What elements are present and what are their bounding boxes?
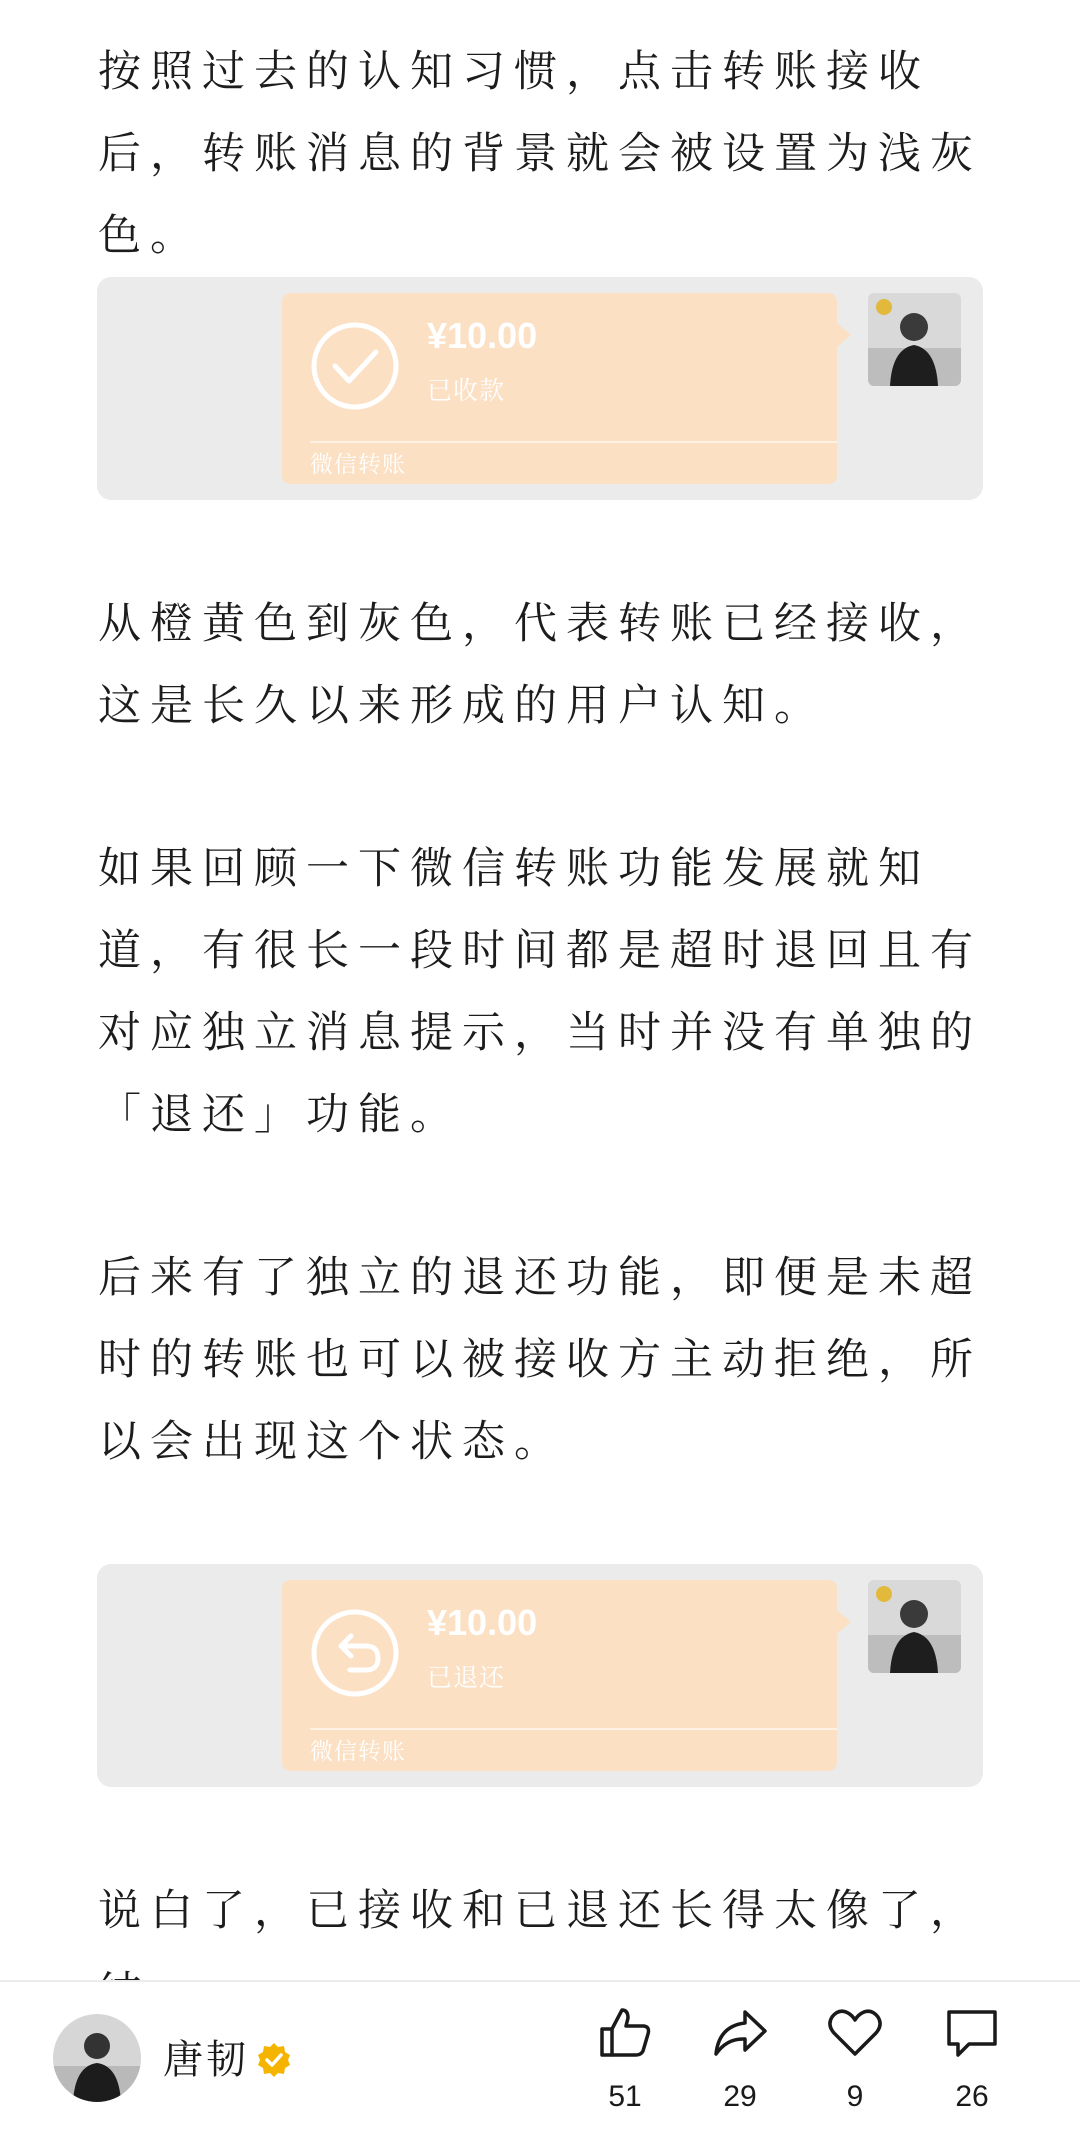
transfer-amount: ¥10.00: [427, 315, 538, 356]
like-button[interactable]: [575, 2004, 675, 2124]
avatar: [868, 1580, 961, 1673]
transfer-status: 已退还: [427, 1663, 506, 1692]
share-icon: [711, 2004, 769, 2062]
thumbs-up-icon: [596, 2004, 654, 2062]
article-paragraph: 后来有了独立的退还功能，即便是未超时的转账也可以被接收方主动拒绝，所以会出现这个状态。: [98, 1253, 982, 1467]
share-button[interactable]: [690, 2004, 790, 2124]
transfer-bubble: [282, 293, 837, 484]
transfer-brand: 微信转账: [310, 1739, 406, 1765]
comment-icon: [943, 2004, 1001, 2062]
comment-count: 26: [955, 2080, 989, 2113]
transfer-returned-screenshot: [97, 1564, 983, 1787]
return-arrow-icon: [310, 1608, 400, 1698]
article-paragraph: 如果回顾一下微信转账功能发展就知道，有很长一段时间都是超时退回且有对应独立消息提示，当时并没有单独的「退还」功能。: [98, 844, 982, 1140]
transfer-status: 已收款: [427, 376, 506, 405]
article-paragraph: 说白了，已接收和已退还长得太像了，: [98, 1886, 982, 1936]
transfer-brand: 微信转账: [310, 452, 406, 478]
author-name[interactable]: 唐韧: [163, 2037, 249, 2083]
article-paragraph: 按照过去的认知习惯，点击转账接收后，转账消息的背景就会被设置为浅灰色。: [98, 47, 982, 261]
bubble-divider: [310, 1728, 837, 1730]
favorite-button[interactable]: [805, 2004, 905, 2124]
transfer-bubble: [282, 1580, 837, 1771]
transfer-amount: ¥10.00: [427, 1602, 538, 1643]
checkmark-icon: [310, 321, 400, 411]
comment-button[interactable]: [922, 2004, 1022, 2124]
share-count: 29: [723, 2080, 757, 2113]
article-paragraph: 从橙黄色到灰色，代表转账已经接收，这是长久以来形成的用户认知。: [98, 599, 982, 731]
transfer-received-screenshot: [97, 277, 983, 500]
author-avatar[interactable]: [53, 2014, 141, 2102]
verified-badge-icon: [256, 2042, 292, 2078]
avatar: [868, 293, 961, 386]
bubble-divider: [310, 441, 837, 443]
like-count: 51: [608, 2080, 642, 2113]
favorite-count: 9: [846, 2080, 864, 2113]
heart-icon: [826, 2004, 884, 2062]
bottom-action-bar: [0, 1980, 1080, 2139]
